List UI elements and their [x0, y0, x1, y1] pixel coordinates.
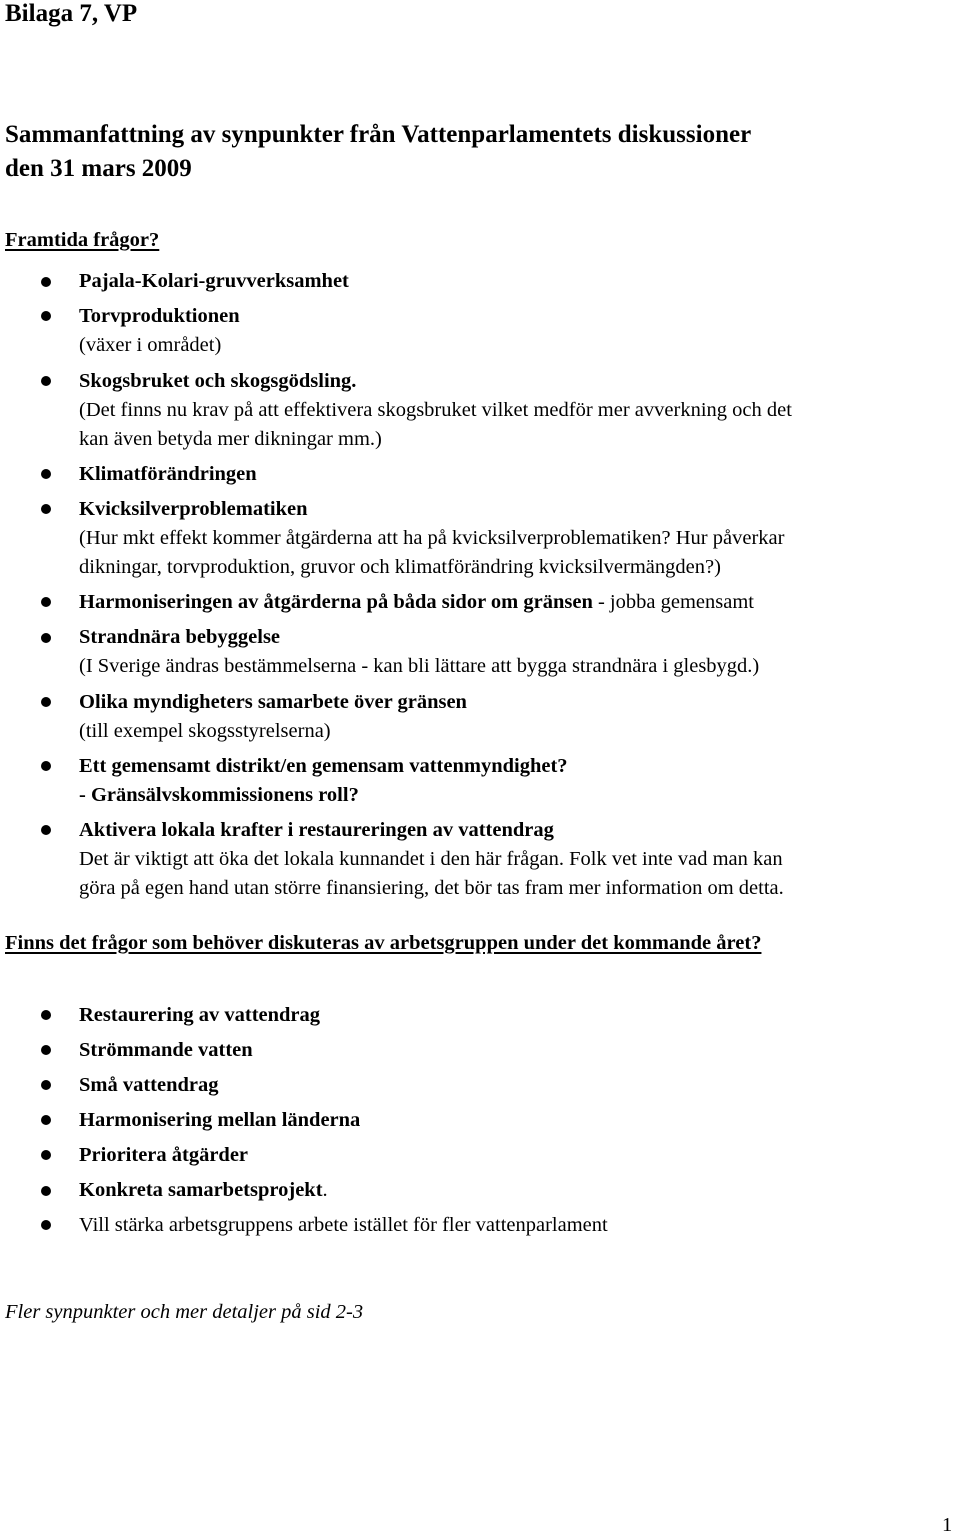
item-title: Kvicksilverproblematiken [79, 498, 308, 520]
bullet-icon [41, 1080, 51, 1090]
title-line-1: Sammanfattning av synpunkter från Vattenparlamentets diskussioner [5, 121, 752, 148]
item-title: Aktivera lokala krafter i restaureringen av vattendrag [79, 819, 554, 841]
bullet-icon [41, 1186, 51, 1196]
item-title: Skogsbruket och skogsgödsling. [79, 370, 357, 392]
item-title: Strömmande vatten [79, 1039, 253, 1061]
item-note-line-2: dikningar, torvproduktion, gruvor och klimatförändring kvicksilvermängden?) [79, 556, 721, 578]
item-title: Pajala-Kolari-gruvverksamhet [79, 270, 349, 292]
item-title: Strandnära bebyggelse [79, 626, 281, 648]
item-title: Konkreta samarbetsprojekt [79, 1179, 323, 1201]
item-subtitle: - Gränsälvskommissionens roll? [79, 784, 359, 806]
item-title: Ett gemensamt distrikt/en gemensam vattenmyndighet? [79, 755, 568, 777]
item-note-line-1: Det är viktigt att öka det lokala kunnandet i den här frågan. Folk vet inte vad man kan [79, 848, 783, 870]
item-suffix: - jobba gemensamt [592, 591, 754, 613]
bullet-icon [41, 1010, 51, 1020]
title-line-2: den 31 mars 2009 [5, 155, 192, 182]
item-title: Harmoniseringen av åtgärderna på båda sidor om gränsen [79, 591, 593, 613]
item-note: (växer i området) [79, 334, 222, 356]
bullet-icon [41, 469, 51, 479]
page-number: 1 [942, 1514, 953, 1536]
footer-note: Fler synpunkter och mer detaljer på sid 2-3 [5, 1301, 364, 1323]
item-title: Små vattendrag [79, 1074, 219, 1096]
item-title: Vill stärka arbetsgruppens arbete istället för fler vattenparlament [79, 1214, 608, 1236]
bullet-icon [41, 1045, 51, 1055]
item-title: Harmonisering mellan länderna [79, 1109, 361, 1131]
bullet-icon [41, 697, 51, 707]
item-title: Restaurering av vattendrag [79, 1004, 321, 1026]
bullet-icon [41, 1115, 51, 1125]
section-heading-working-group: Finns det frågor som behöver diskuteras av arbetsgruppen under det kommande året? [5, 932, 762, 954]
item-note-line-2: kan även betyda mer dikningar mm.) [79, 428, 382, 450]
item-note-line-1: (Hur mkt effekt kommer åtgärderna att ha på kvicksilverproblematiken? Hur påverkar [79, 527, 785, 549]
annex-label: Bilaga 7, VP [5, 0, 138, 27]
bullet-icon [41, 825, 51, 835]
bullet-icon [41, 376, 51, 386]
bullet-icon [41, 761, 51, 771]
item-title: Olika myndigheters samarbete över gränsen [79, 691, 467, 713]
bullet-icon [41, 1150, 51, 1160]
bullet-icon [41, 597, 51, 607]
bullet-icon [41, 504, 51, 514]
item-note-line-1: (Det finns nu krav på att effektivera skogsbruket vilket medför mer avverkning och det [79, 399, 792, 421]
bullet-icon [41, 633, 51, 643]
item-note: (till exempel skogsstyrelserna) [79, 720, 331, 742]
item-title: Klimatförändringen [79, 463, 257, 485]
bullet-icon [41, 277, 51, 287]
section-heading-future-questions: Framtida frågor? [5, 229, 160, 251]
item-note-line-2: göra på egen hand utan större finansiering, det bör tas fram mer information om detta. [79, 877, 784, 899]
bullet-icon [41, 311, 51, 321]
item-suffix: . [322, 1179, 328, 1201]
item-title: Prioritera åtgärder [79, 1144, 249, 1166]
item-title: Torvproduktionen [79, 305, 240, 327]
bullet-icon [41, 1220, 51, 1230]
item-note: (I Sverige ändras bestämmelserna - kan bli lättare att bygga strandnära i glesbygd.) [79, 655, 760, 677]
page-title [5, 118, 751, 186]
